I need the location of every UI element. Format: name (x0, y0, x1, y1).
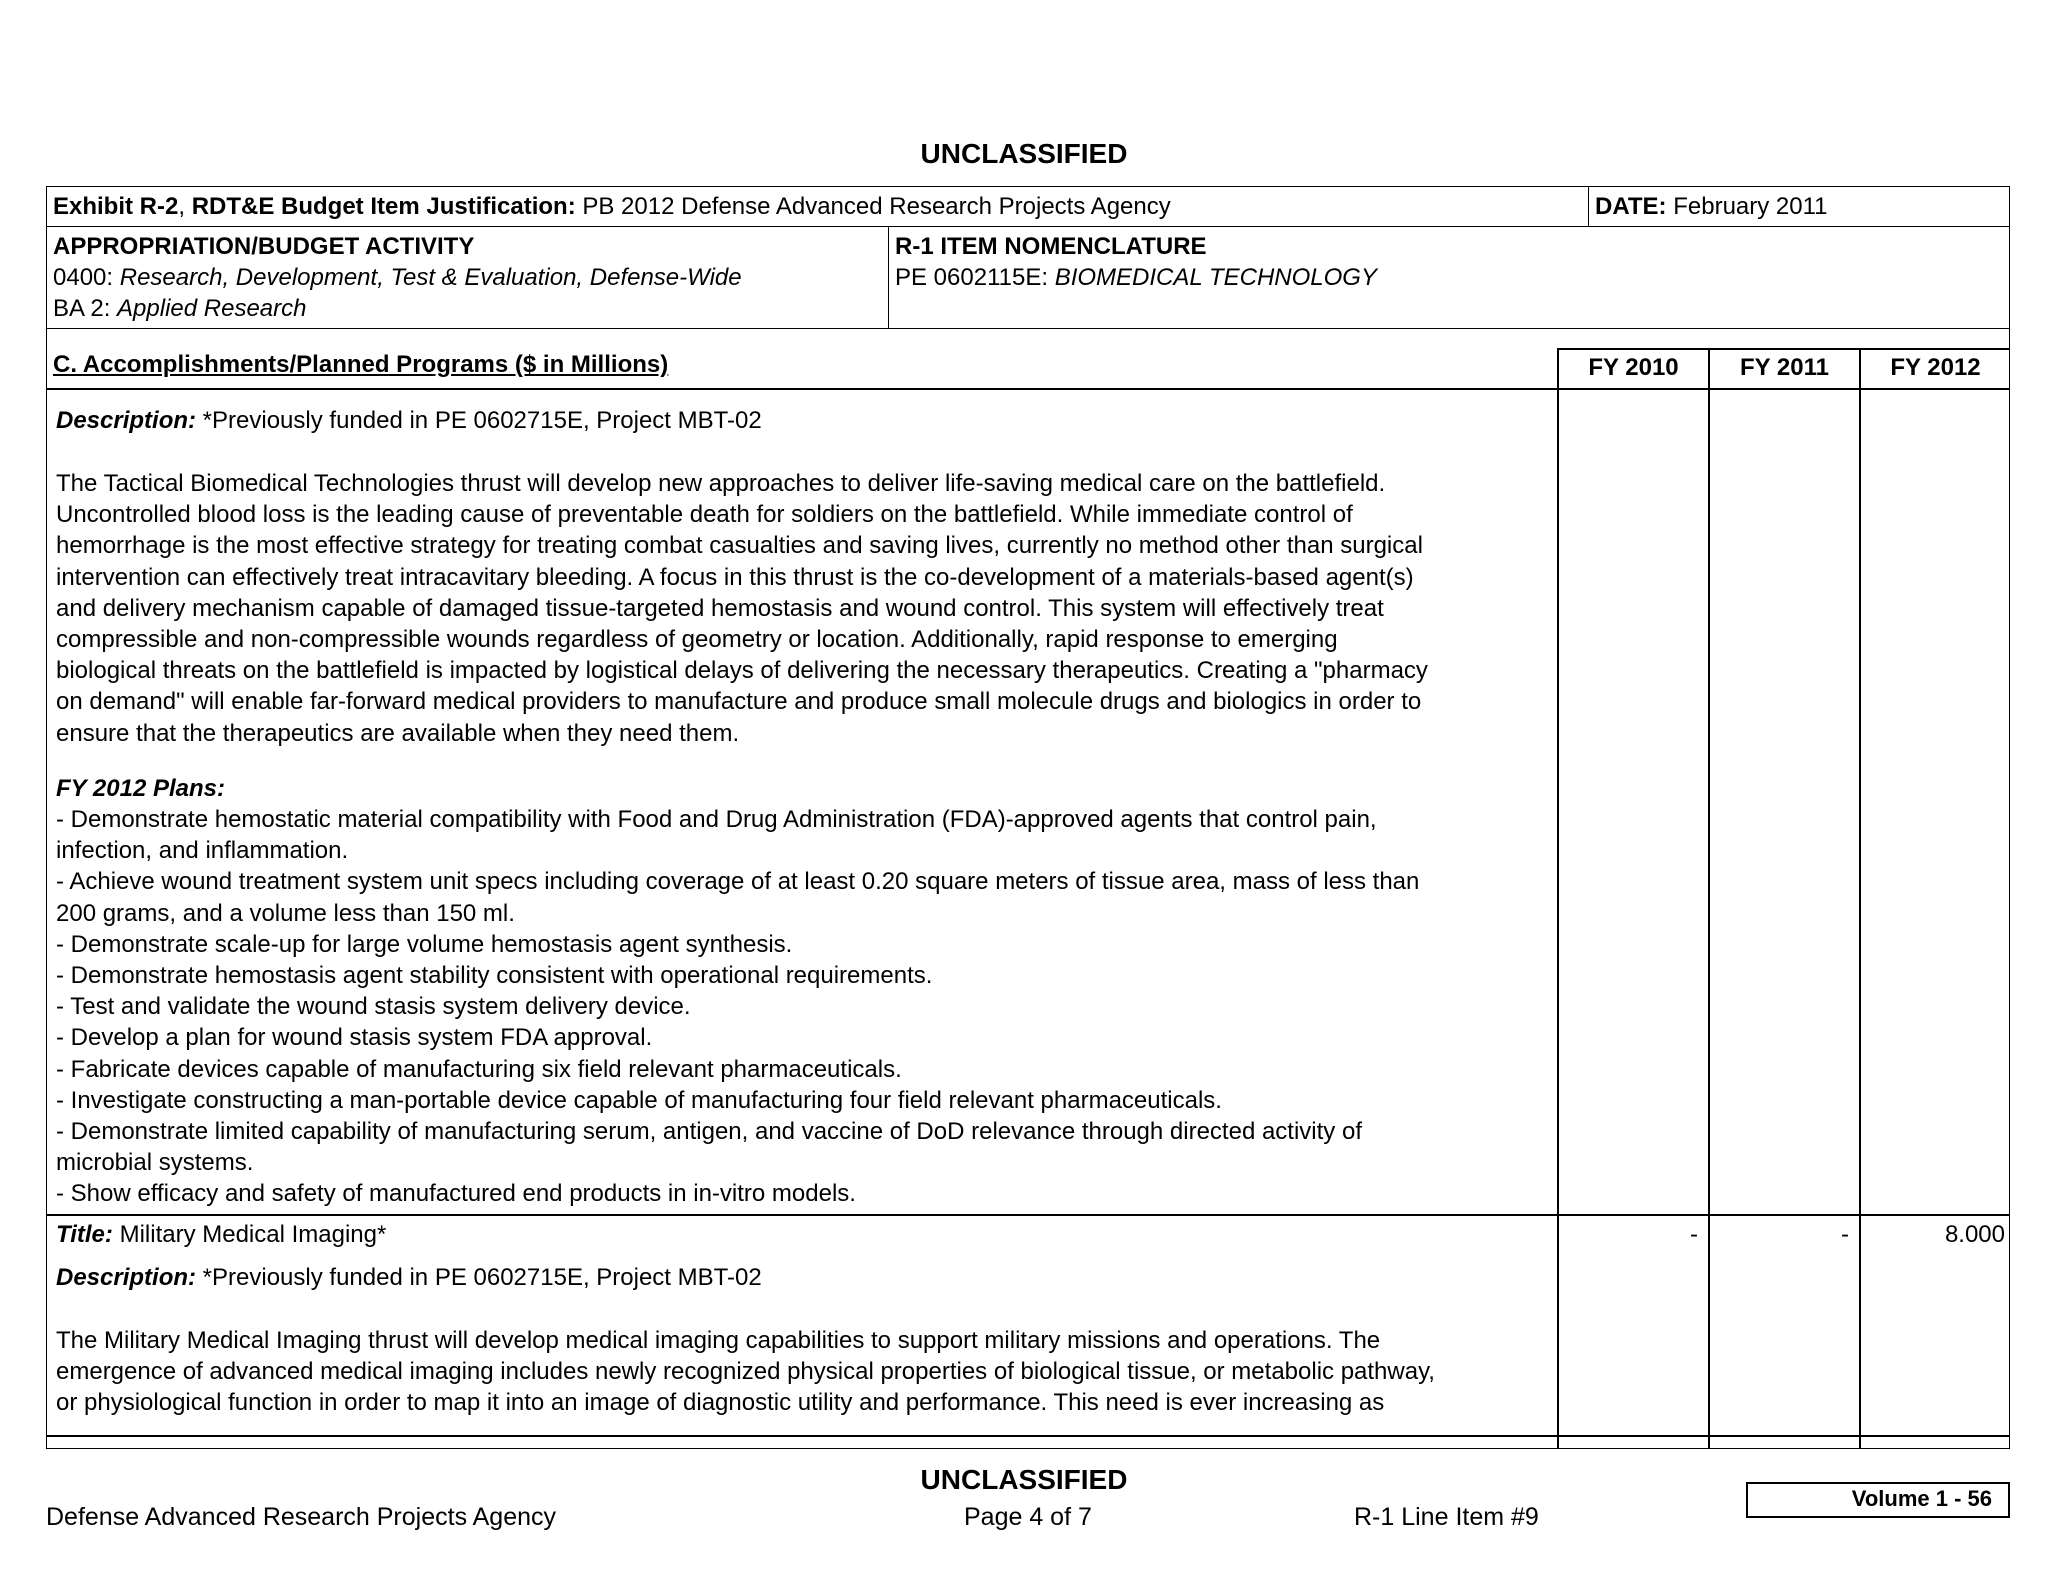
block1-plans-label: FY 2012 Plans: (56, 775, 225, 802)
rdte-label: RDT&E Budget Item Justification: (191, 193, 576, 220)
exhibit-title (53, 193, 1171, 221)
programs-table (46, 328, 2010, 1449)
plan-item: - Develop a plan for wound stasis system FDA approval. (56, 1024, 653, 1052)
block1-paragraph: The Tactical Biomedical Technologies thrust will develop new approaches to deliver life-saving medical care on the battlefield. Uncontrolled blood loss is the leading cause of preventable death for soldiers on the battlefield. While immediate control of hemorrhage is the most effective strategy for treating combat casualties and saving lives, currently no method other than surgical intervention can effectively treat intracavitary bleeding. A focus in this thrust is the co-development of a materials-based agent(s) and delivery mechanism capable of damaged tissue-targeted hemostasis and wound control. This system will effectively treat compressible and non-compressible wounds regardless of geometry or location. Additionally, rapid response to emerging biological threats on the battlefield is impacted by logistical delays of delivering the necessary therapeutics. Creating a "pharmacy on demand" will enable far-forward medical providers to manufacture and produce small molecule drugs and biologics in order to ensure that the therapeutics are available when they need them. (56, 470, 1428, 747)
col-line-2 (1708, 348, 1710, 1449)
block1-description: Description: *Previously funded in PE 0602715E, Project MBT-02 (56, 407, 762, 434)
date-value: February 2011 (1666, 193, 1828, 220)
volume-box: Volume 1 - 56 (1746, 1482, 2010, 1518)
plan-item: - Demonstrate hemostasis agent stability consistent with operational requirements. (56, 962, 933, 990)
appropriation-cell (53, 231, 742, 324)
r1-label: R-1 ITEM NOMENCLATURE (895, 233, 1207, 260)
row2-divider (888, 227, 889, 328)
col-header-top (1557, 348, 2009, 350)
exhibit-row (46, 186, 2010, 227)
classification-header: UNCLASSIFIED (920, 138, 1128, 169)
plan-item: - Achieve wound treatment system unit specs including coverage of at least 0.20 square meters of tissue area, mass of less than (56, 868, 1420, 896)
block2-fy2010-value: - (1690, 1221, 1698, 1248)
rdte-value: PB 2012 Defense Advanced Research Projects Agency (575, 193, 1171, 220)
plan-item: - Show efficacy and safety of manufactured end products in in-vitro models. (56, 1180, 856, 1208)
block2-fy2012-value: 8.000 (1944, 1221, 2005, 1248)
block2-title: Title: Military Medical Imaging* (56, 1221, 387, 1248)
plan-item: - Demonstrate limited capability of manufacturing serum, antigen, and vaccine of DoD relevance through directed activity of (56, 1118, 1362, 1146)
fy2011-header: FY 2011 (1740, 354, 1829, 381)
block2-description: Description: *Previously funded in PE 0602715E, Project MBT-02 (56, 1264, 762, 1291)
plan-item: - Fabricate devices capable of manufacturing six field relevant pharmaceuticals. (56, 1055, 902, 1083)
appropriation-row (46, 226, 2010, 329)
block2-paragraph: The Military Medical Imaging thrust will develop medical imaging capabilities to support military missions and operations. The emergence of advanced medical imaging includes newly recognized physical properties of biological tissue, or metabolic pathway, or physiological function in order to map it into an image of diagnostic utility and performance. This need is ever increasing as (56, 1327, 1435, 1417)
r1-nomenclature-cell (895, 231, 1377, 293)
block2-fy2011-value: - (1841, 1221, 1849, 1248)
footer-line-item: R-1 Line Item #9 (1354, 1503, 1539, 1531)
exhibit-label: Exhibit R-2 (53, 193, 179, 220)
footer-agency: Defense Advanced Research Projects Agency (46, 1503, 557, 1531)
col-line-1 (1557, 348, 1559, 1449)
plan-item: - Investigate constructing a man-portable device capable of manufacturing four field relevant pharmaceuticals. (56, 1086, 1222, 1114)
ba-code: BA 2: (53, 295, 118, 322)
r1-name: BIOMEDICAL TECHNOLOGY (1054, 264, 1377, 291)
exhibit-separator: , (178, 193, 192, 220)
header-rule (47, 388, 2009, 390)
appropriation-name: Research, Development, Test & Evaluation, Defense-Wide (119, 264, 742, 291)
block1-plans-list (56, 804, 1419, 1210)
footer-page-number: Page 4 of 7 (964, 1503, 1092, 1531)
block-divider (47, 1214, 2009, 1216)
plan-item: microbial systems. (56, 1149, 254, 1177)
plan-item: - Demonstrate scale-up for large volume hemostasis agent synthesis. (56, 930, 793, 958)
date-cell (1588, 187, 1828, 226)
section-title: C. Accomplishments/Planned Programs ($ in Millions) (53, 351, 669, 378)
plan-item: infection, and inflammation. (56, 837, 349, 865)
classification-footer: UNCLASSIFIED (920, 1464, 1128, 1495)
r1-code: PE 0602115E: (895, 264, 1055, 291)
plan-item: - Test and validate the wound stasis system delivery device. (56, 993, 691, 1021)
date-label: DATE: (1595, 193, 1667, 220)
fy2012-header: FY 2012 (1890, 354, 1981, 381)
fy2010-header: FY 2010 (1588, 354, 1679, 381)
appropriation-code: 0400: (53, 264, 120, 291)
col-line-3 (1859, 348, 1861, 1449)
table-bottom-rule (47, 1435, 2009, 1437)
appropriation-label: APPROPRIATION/BUDGET ACTIVITY (53, 233, 475, 260)
ba-name: Applied Research (117, 295, 307, 322)
plan-item: - Demonstrate hemostatic material compatibility with Food and Drug Administration (FDA)-approved agents that control pain, (56, 806, 1377, 833)
plan-item: 200 grams, and a volume less than 150 ml. (56, 899, 515, 927)
